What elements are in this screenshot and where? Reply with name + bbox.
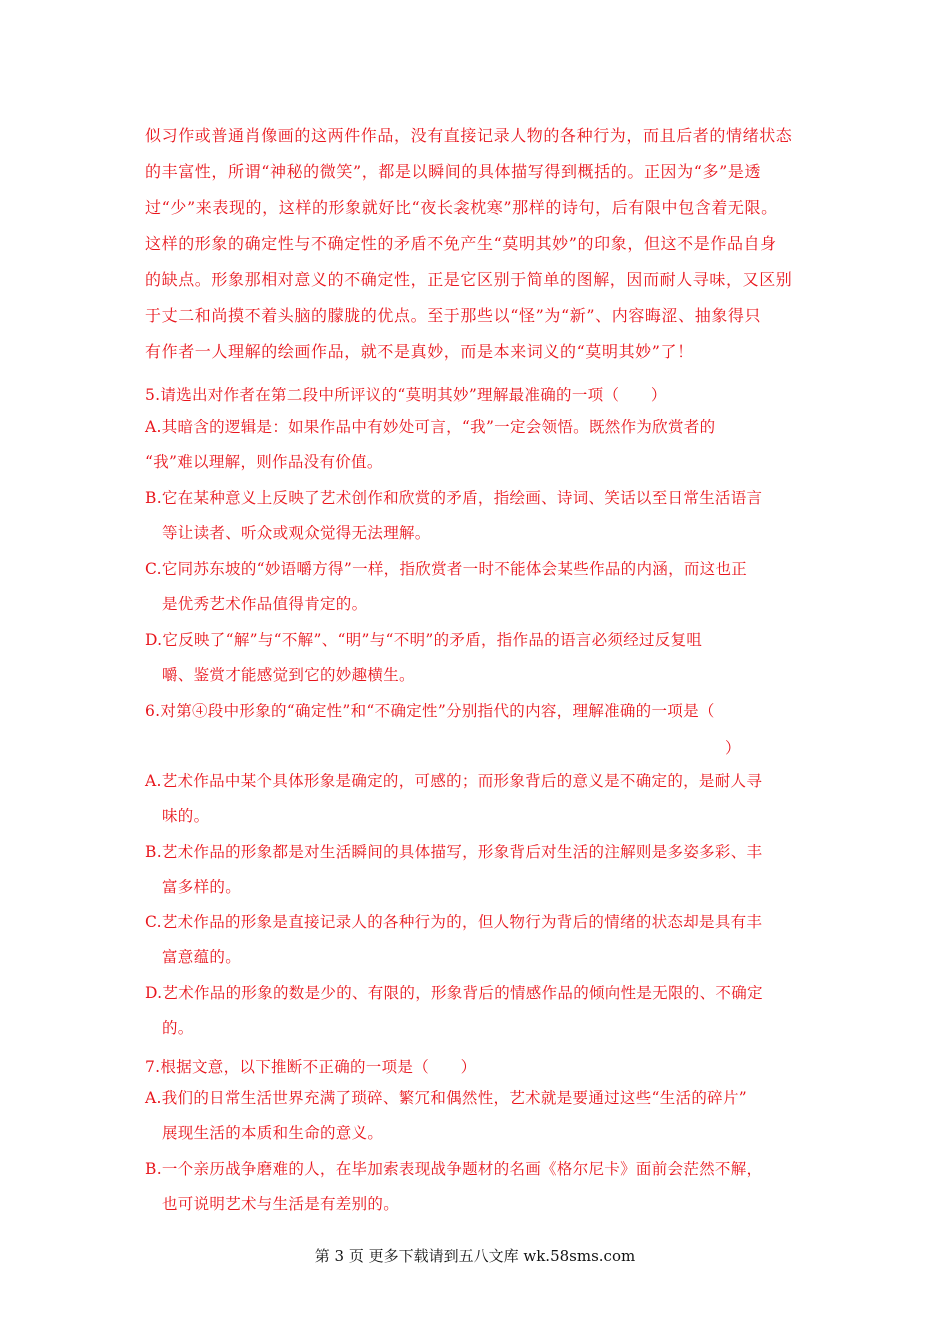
- question-5-option-d: D.它反映了“解”与“不解”、“明”与“不明”的矛盾，指作品的语言必须经过反复咀 嚼、鉴赏才能感觉到它的妙趣横生。: [145, 631, 703, 684]
- question-6-stem: 6.对第④段中形象的“确定性”和“不确定性”分别指代的内容，理解准确的一项是（: [145, 702, 715, 720]
- passage-line: 的丰富性，所谓“神秘的微笑”，都是以瞬间的具体描写得到概括的。正因为“多”是透: [145, 162, 762, 181]
- page-footer: 第 3 页 更多下载请到五八文库 wk.58sms.com: [314, 1247, 636, 1265]
- question-6-stem-end: ）: [725, 739, 741, 757]
- question-7-option-b: B.一个亲历战争磨难的人，在毕加索表现战争题材的名画《格尔尼卡》面前会茫然不解， 也可说明艺术与生活是有差别的。: [145, 1160, 763, 1213]
- passage-line: 过“少”来表现的，这样的形象就好比“夜长衾枕寒”那样的诗句，后有限中包含着无限。: [145, 198, 778, 217]
- question-6-option-c: C.艺术作品的形象是直接记录人的各种行为的，但人物行为背后的情绪的状态却是具有丰 富意蕴的。: [145, 913, 763, 966]
- passage-line: 的缺点。形象那相对意义的不确定性，正是它区别于简单的图解，因而耐人寻味，又区别: [145, 270, 793, 289]
- question-5-option-b: B.它在某种意义上反映了艺术创作和欣赏的矛盾，指绘画、诗词、笑话以至日常生活语言 等让读者、听众或观众觉得无法理解。: [145, 489, 763, 542]
- question-7-option-a: A.我们的日常生活世界充满了琐碎、繁冗和偶然性，艺术就是要通过这些“生活的碎片” 展现生活的本质和生命的意义。: [145, 1089, 747, 1142]
- passage-line: 有作者一人理解的绘画作品，就不是真妙，而是本来词义的“莫明其妙”了！: [145, 342, 694, 361]
- passage-line: 似习作或普通肖像画的这两件作品，没有直接记录人物的各种行为，而且后者的情绪状态: [145, 126, 793, 145]
- question-6-option-b: B.艺术作品的形象都是对生活瞬间的具体描写，形象背后对生活的注解则是多姿多彩、丰 富多样的。: [145, 843, 763, 896]
- passage-paragraph: [145, 118, 825, 370]
- question-6-option-d: D.艺术作品的形象的数是少的、有限的，形象背后的情感作品的倾向性是无限的、不确定 的。: [145, 984, 763, 1037]
- question-7-stem: 7.根据文意，以下推断不正确的一项是（ ）: [145, 1058, 477, 1076]
- passage-line: 这样的形象的确定性与不确定性的矛盾不免产生“莫明其妙”的印象，但这不是作品自身: [145, 234, 777, 253]
- question-5-option-c: C.它同苏东坡的“妙语嚼方得”一样，指欣赏者一时不能体会某些作品的内涵，而这也正 是优秀艺术作品值得肯定的。: [145, 560, 748, 613]
- question-5-stem: 5.请选出对作者在第二段中所评议的“莫明其妙”理解最准确的一项（ ）: [145, 386, 667, 404]
- question-5-option-a: A.其暗含的逻辑是：如果作品中有妙处可言，“我”一定会领悟。既然作为欣赏者的 “我”难以理解，则作品没有价值。: [145, 418, 716, 471]
- question-6-option-a: A.艺术作品中某个具体形象是确定的，可感的；而形象背后的意义是不确定的，是耐人寻 味的。: [145, 772, 763, 825]
- passage-line: 于丈二和尚摸不着头脑的朦胧的优点。至于那些以“怪”为“新”、内容晦涩、抽象得只: [145, 306, 762, 325]
